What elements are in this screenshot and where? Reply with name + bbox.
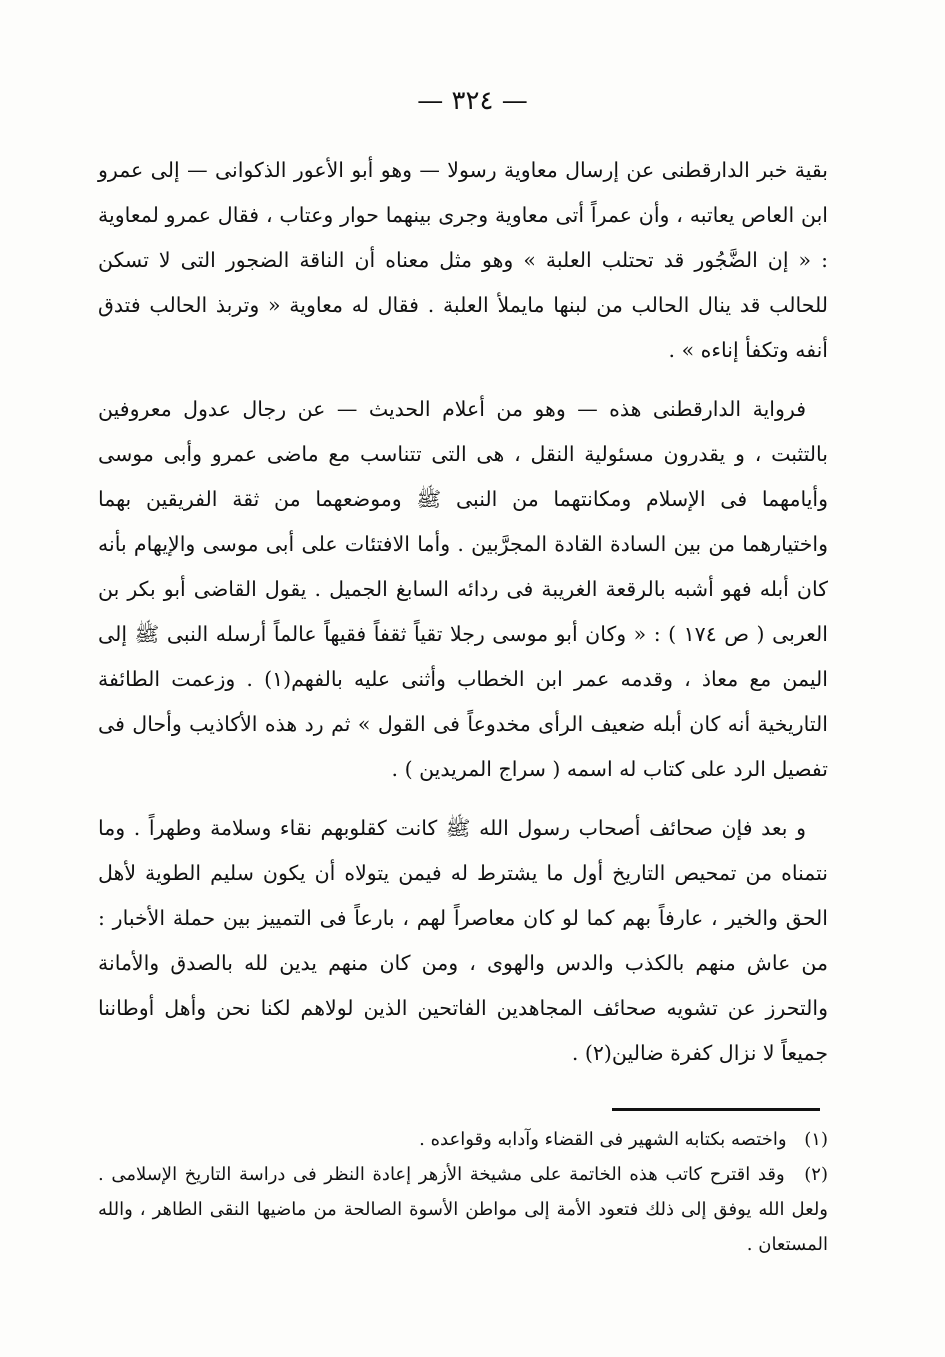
footnote-1 — [98, 1122, 828, 1157]
footnote-number: (٢) — [804, 1164, 828, 1185]
paragraph-2: فرواية الدارقطنى هذه — وهو من أعلام الحديث — عن رجال عدول معروفين بالتثبت ، و يقدرون مسئولية النقل ، هى التى تتناسب مع ماضى عمرو وأبى موسى وأيامهما فى الإسلام ومكانتهما من النبى ﷺ وموضعهما من ثقة الفريقين بهما واختيارهما من بين السادة القادة المجرَّبين . وأما الافتئات على أبى موسى والإيهام بأنه كان أبله فهو أشبه بالرقعة الغريبة فى ردائه السابغ الجميل . يقول القاضى أبو بكر بن العربى ( ص ١٧٤ ) : « وكان أبو موسى رجلا تقياً ثقفاً فقيهاً عالماً أرسله النبى ﷺ إلى اليمن مع معاذ ، وقدمه عمر ابن الخطاب وأثنى عليه بالفهم(١) . وزعمت الطائفة التاريخية أنه كان أبله ضعيف الرأى مخدوعاً فى القول » ثم رد هذه الأكاذيب وأحال فى تفصيل الرد على كتاب له اسمه ( سراج المريدين ) . — [98, 397, 828, 781]
footnotes — [98, 1122, 828, 1262]
main-text — [98, 148, 828, 1076]
paragraph-1: بقية خبر الدارقطنى عن إرسال معاوية رسولا — وهو أبو الأعور الذكوانى — إلى عمرو ابن العاص يعاتبه ، وأن عمراً أتى معاوية وجرى بينهما حوار وعتاب ، فقال عمرو لمعاوية : « إن الضَّجُور قد تحتلب العلبة » وهو مثل معناه أن الناقة الضجور التى لا تسكن للحالب قد ينال الحالب من لبنها مايملأ العلبة . فقال له معاوية « وتربذ الحالب فتدق أنفه وتكفأ إناءه » . — [98, 158, 828, 362]
footnote-text: واختصه بكتابه الشهير فى القضاء وآدابه وقواعده . — [419, 1129, 787, 1150]
footnote-divider — [612, 1108, 820, 1111]
footnote-number: (١) — [804, 1129, 828, 1150]
paragraph-3: و بعد فإن صحائف أصحاب رسول الله ﷺ كانت كقلوبهم نقاء وسلامة وطهراً . وما نتمناه من تمحيص التاريخ أول ما يشترط له فيمن يتولاه أن يكون سليم الطوية لأهل الحق والخير ، عارفاً بهم كما لو كان معاصراً لهم ، بارعاً فى التمييز بين حملة الأخبار : من عاش منهم بالكذب والدس والهوى ، ومن كان منهم يدين لله بالصدق والأمانة والتحرز عن تشويه صحائف المجاهدين الفاتحين الذين لولاهم لكنا نحن وأهل أوطاننا جميعاً لا نزال كفرة ضالين(٢) . — [98, 816, 828, 1065]
footnote-text: وقد اقترح كاتب هذه الخاتمة على مشيخة الأزهر إعادة النظر فى دراسة التاريخ الإسلامى . ولعل الله يوفق إلى ذلك فتعود الأمة إلى مواطن الأسوة الصالحة من ماضيها النقى الطاهر ، والله المستعان . — [98, 1164, 828, 1255]
page-number: — ٣٢٤ — — [417, 86, 528, 116]
footnote-2 — [98, 1157, 828, 1262]
